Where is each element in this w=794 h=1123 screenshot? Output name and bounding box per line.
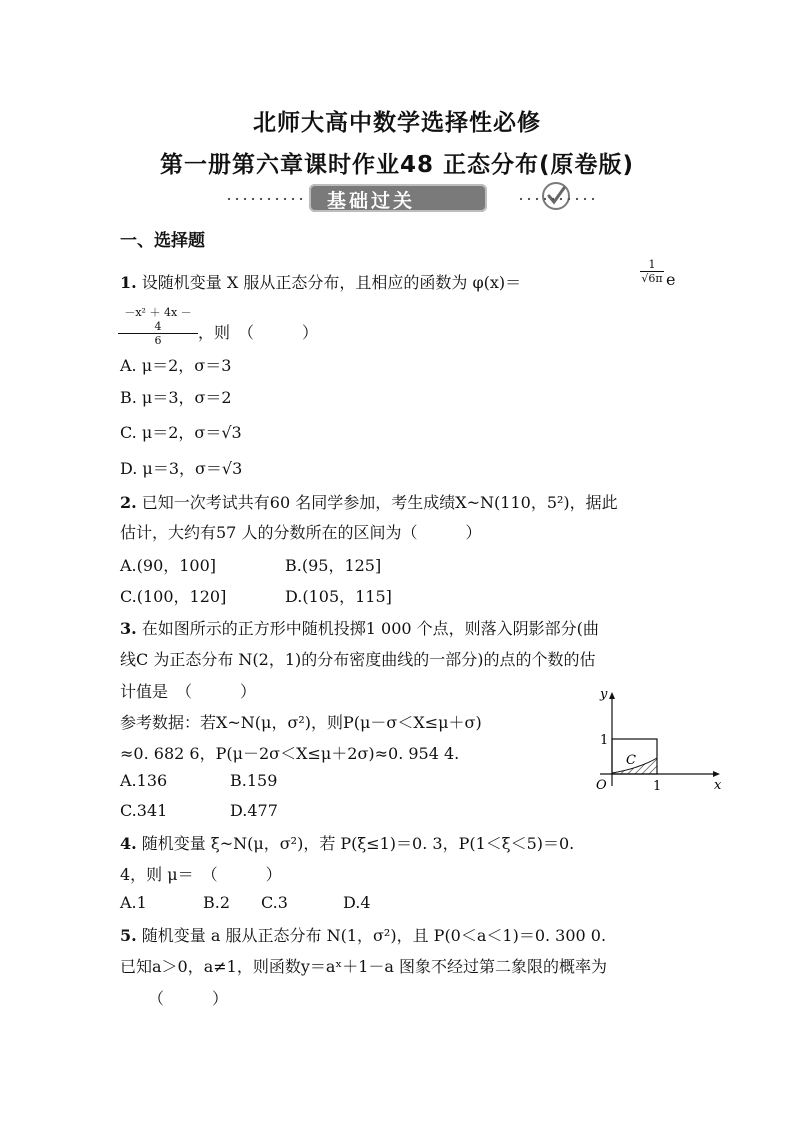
q3-option-d: D.477 xyxy=(230,801,278,820)
y-axis-label: y xyxy=(600,687,608,702)
y-axis-arrow-icon xyxy=(609,692,615,699)
question-3-reference-1: 参考数据：若X~N(μ，σ²)，则P(μ－σ＜X≤μ＋σ) xyxy=(120,713,482,732)
q1-coefficient-fraction xyxy=(640,258,664,285)
q1-option-d: D. μ＝3，σ＝√3 xyxy=(120,459,243,478)
q1-base-e: e xyxy=(666,270,676,289)
curve-c-label: C xyxy=(626,753,636,768)
q3-option-a: A.136 xyxy=(120,771,168,790)
q1-option-a: A. μ＝2，σ＝3 xyxy=(120,356,232,375)
question-3-line1 xyxy=(120,616,599,639)
question-4-stem: 随机变量 ξ~N(μ，σ²)，若 P(ξ≤1)＝0. 3，P(1＜ξ＜5)＝0. xyxy=(136,834,575,853)
banner-dots-left xyxy=(225,195,303,203)
banner-label: 基础过关 xyxy=(327,190,416,212)
q4-option-d: D.4 xyxy=(343,893,371,912)
q1-option-b: B. μ＝3，σ＝2 xyxy=(120,388,232,407)
x-tick-label: 1 xyxy=(653,779,662,794)
question-3-line2: 线C 为正态分布 N(2，1)的分布密度曲线的一部分)的点的个数的估 xyxy=(120,650,596,669)
question-2-line2: 估计，大约有57 人的分数所在的区间为（ ） xyxy=(120,523,482,542)
q1-tail: ，则 （ ） xyxy=(198,323,319,342)
q1-exponent-fraction xyxy=(118,304,198,347)
question-3-line3: 计值是 （ ） xyxy=(120,682,257,701)
section-banner xyxy=(225,182,595,214)
q3-figure xyxy=(590,684,730,796)
x-axis-arrow-icon xyxy=(713,771,720,777)
question-2-line1 xyxy=(120,490,618,513)
q4-option-b: B.2 xyxy=(203,893,231,912)
q1-coef-numerator: 1 xyxy=(640,258,664,272)
question-4-line1 xyxy=(120,831,574,854)
section-heading: 一、选择题 xyxy=(120,231,205,251)
q2-option-c: C.(100，120] xyxy=(120,587,227,606)
question-4-line2: 4，则 μ＝ （ ） xyxy=(120,865,282,884)
question-2-number: 2. xyxy=(120,493,137,512)
page-title-line1: 北师大高中数学选择性必修 xyxy=(253,110,541,136)
question-3-number: 3. xyxy=(120,619,137,638)
question-4-number: 4. xyxy=(120,834,137,853)
question-5-line2: 已知a＞0，a≠1，则函数y＝aˣ＋1－a 图象不经过第二象限的概率为 xyxy=(120,957,608,976)
question-3-stem: 在如图所示的正方形中随机投掷1 000 个点，则落入阴影部分(曲 xyxy=(136,619,599,638)
q4-option-c: C.3 xyxy=(261,893,288,912)
origin-label: O xyxy=(596,778,607,793)
question-1-text xyxy=(120,270,521,293)
q3-option-b: B.159 xyxy=(230,771,278,790)
q3-option-c: C.341 xyxy=(120,801,168,820)
q1-option-c: C. μ＝2，σ＝√3 xyxy=(120,423,242,442)
q1-exp-numerator: －x² ＋ 4x － 4 xyxy=(118,304,198,334)
question-5-number: 5. xyxy=(120,926,137,945)
q1-exp-denominator: 6 xyxy=(154,334,162,347)
q4-option-a: A.1 xyxy=(120,893,147,912)
question-1-number: 1. xyxy=(120,273,137,292)
y-tick-label: 1 xyxy=(600,733,609,748)
q1-coef-denominator: √6π xyxy=(641,272,663,285)
question-5-line3: （ ） xyxy=(148,989,229,1008)
question-2-stem: 已知一次考试共有60 名同学参加，考生成绩X~N(110，5²)，据此 xyxy=(136,493,618,512)
page-title-line2: 第一册第六章课时作业48 正态分布(原卷版) xyxy=(159,152,635,178)
banner-dots-right xyxy=(517,195,595,203)
x-axis-label: x xyxy=(714,778,722,793)
question-1-stem: 设随机变量 X 服从正态分布，且相应的函数为 φ(x)＝ xyxy=(136,273,522,292)
banner-badge xyxy=(309,184,487,212)
q2-option-b: B.(95，125] xyxy=(285,556,382,575)
question-5-line1 xyxy=(120,923,606,946)
question-3-reference-2: ≈0. 682 6，P(μ－2σ＜X≤μ＋2σ)≈0. 954 4. xyxy=(120,744,460,763)
q2-option-d: D.(105，115] xyxy=(285,587,392,606)
q2-option-a: A.(90，100] xyxy=(120,556,217,575)
question-5-stem: 随机变量 a 服从正态分布 N(1，σ²)，且 P(0＜a＜1)＝0. 300 0. xyxy=(136,926,607,945)
